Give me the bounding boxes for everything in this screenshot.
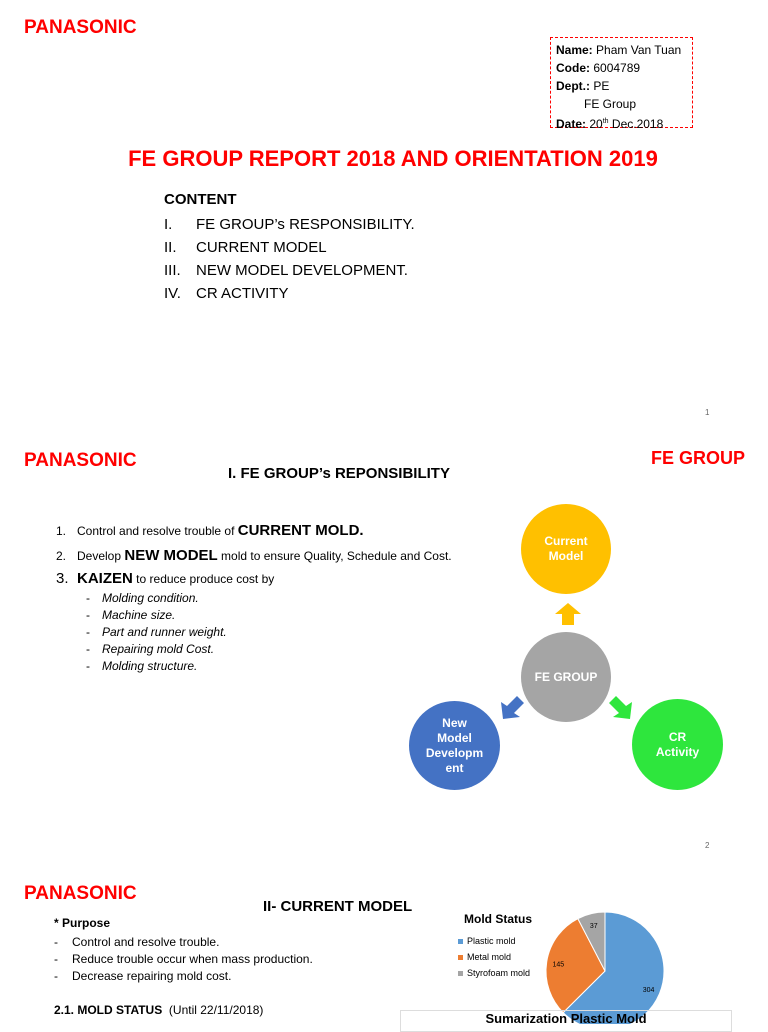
list-item: 2. Develop NEW MODEL mold to ensure Quality, Schedule and Cost. <box>56 547 452 564</box>
pie-data-label: 145 <box>552 961 565 969</box>
dept-row: Dept.: PE <box>556 79 610 93</box>
legend-item: Plastic mold <box>458 933 530 949</box>
pie-data-label: 37 <box>589 923 598 931</box>
mold-status-pie-chart <box>540 904 680 1024</box>
group-label: FE GROUP <box>651 448 746 468</box>
slide-1 <box>0 0 768 432</box>
arrow-up-icon <box>555 603 581 625</box>
arrow-down-left-icon <box>501 694 525 720</box>
sub-item: - Molding condition. <box>86 591 199 605</box>
sub-item: - Repairing mold Cost. <box>86 642 215 656</box>
name-row: Name: Pham Van Tuan <box>556 43 682 57</box>
cr-activity-circle: CR Activity <box>632 699 723 790</box>
chart-legend <box>458 933 530 981</box>
sub-item: - Molding structure. <box>86 659 198 673</box>
content-list <box>164 213 415 305</box>
purpose-list <box>54 934 313 985</box>
list-item: - Reduce trouble occur when mass production. <box>54 952 313 966</box>
list-item: 1. Control and resolve trouble of CURRENT MOLD. <box>56 522 364 539</box>
mold-status-heading: 2.1. MOLD STATUS (Until 22/11/2018) <box>54 1003 264 1017</box>
purpose-heading: * Purpose <box>54 916 111 930</box>
summary-chart-title: Sumarization Plastic Mold <box>400 1010 732 1032</box>
content-item: III. NEW MODEL DEVELOPMENT. <box>164 262 408 279</box>
brand-logo-text: PANASONIC <box>24 450 137 471</box>
content-item: II. CURRENT MODEL <box>164 239 327 256</box>
list-item: - Decrease repairing mold cost. <box>54 969 232 983</box>
legend-item: Styrofoam mold <box>458 965 530 981</box>
slide-2 <box>0 432 768 864</box>
legend-item: Metal mold <box>458 949 530 965</box>
arrow-down-right-icon <box>608 694 632 720</box>
list-item: - Control and resolve trouble. <box>54 935 220 949</box>
page-number: 2 <box>705 841 710 850</box>
group-row: FE Group <box>584 97 637 111</box>
current-model-circle: Current Model <box>521 504 611 594</box>
author-info-box <box>550 37 693 131</box>
date-row: Date: 20th Dec.2018 <box>556 117 664 131</box>
page-number: 1 <box>705 408 710 417</box>
sub-item: - Machine size. <box>86 608 176 622</box>
content-heading: CONTENT <box>164 191 237 208</box>
section-title: I. FE GROUP’s REPONSIBILITY <box>228 465 450 482</box>
new-model-circle: New Model Developm ent <box>409 701 500 790</box>
list-item: 3. KAIZEN to reduce produce cost by <box>56 570 275 587</box>
code-row: Code: 6004789 <box>556 61 641 75</box>
section-title: II- CURRENT MODEL <box>263 898 413 915</box>
report-title: FE GROUP REPORT 2018 AND ORIENTATION 2019 <box>128 146 658 171</box>
content-item: IV. CR ACTIVITY <box>164 285 289 302</box>
pie-data-label: 304 <box>642 987 655 995</box>
fe-group-circle: FE GROUP <box>521 632 611 722</box>
content-item: I. FE GROUP’s RESPONSIBILITY. <box>164 216 415 233</box>
slide-3 <box>0 864 768 1024</box>
chart-title: Mold Status <box>464 912 532 926</box>
sub-item: - Part and runner weight. <box>86 625 227 639</box>
brand-logo-text: PANASONIC <box>24 883 137 904</box>
brand-logo-text: PANASONIC <box>24 17 137 38</box>
